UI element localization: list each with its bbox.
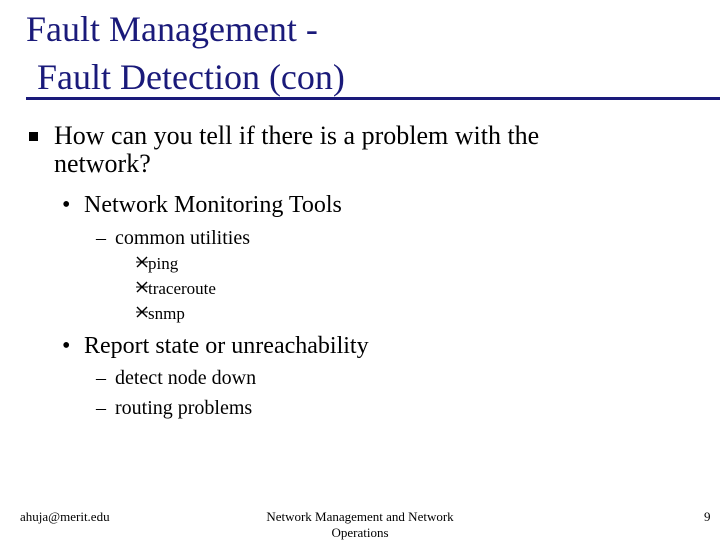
item-common-utilities: common utilities [115, 227, 250, 249]
x-cross-icon [135, 255, 149, 269]
title-underline-rule [26, 97, 720, 100]
square-bullet-icon [29, 132, 38, 141]
tool-snmp: snmp [148, 304, 185, 323]
question-line-1: How can you tell if there is a problem with the [54, 121, 540, 150]
tool-ping: ping [148, 254, 179, 273]
question-line-2: network? [54, 149, 151, 178]
sub-bullet-network-monitoring-tools: Network Monitoring Tools [84, 192, 342, 218]
x-cross-icon [135, 280, 149, 294]
footer-email: ahuja@merit.edu [20, 509, 110, 524]
item-detect-node-down: detect node down [115, 367, 257, 389]
dash-marker: – [96, 367, 106, 389]
sub-bullet-marker: • [62, 192, 71, 218]
x-cross-icon [135, 305, 149, 319]
slide-title-line-2: Fault Detection (con) [37, 57, 345, 97]
footer-page-number: 9 [704, 509, 711, 524]
sub-bullet-marker: • [62, 333, 71, 359]
dash-marker: – [96, 227, 106, 249]
slide-title-line-1: Fault Management - [26, 9, 318, 49]
sub-bullet-report-state: Report state or unreachability [84, 333, 369, 359]
footer-title: Network Management and Network Operations [266, 509, 454, 540]
item-routing-problems: routing problems [115, 397, 253, 419]
tool-traceroute: traceroute [148, 279, 216, 298]
dash-marker: – [96, 397, 106, 419]
